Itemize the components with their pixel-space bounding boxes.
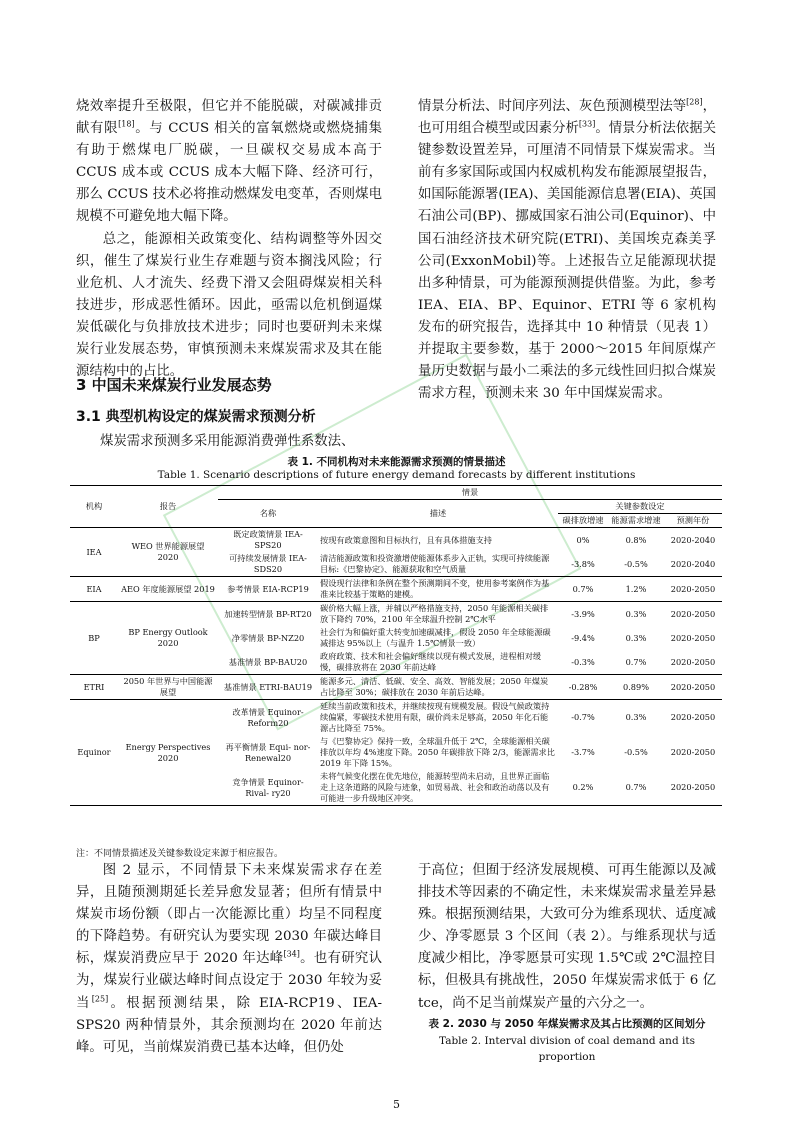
table-row: 基准情景 BP-BAU20 政府政策、技术和社会偏好继续以现有模式发展，进程相对缓慢，碳排放将在 2030 年前达峰 -0.3% 0.7% 2020-2050 [70, 650, 722, 675]
header-desc: 描述 [318, 500, 558, 528]
table-row: Equinor Energy Perspectives 2020 改革情景 Equinor- Reform20 延续当前政策和技术，并继续按现有规模发展。假设气候政策持续偏紧，零碳技术使用有限，碳价尚未足够高，2050 年化石能源占比降至 75%。 -0.7% 0.3% 2020-2050 [70, 700, 722, 736]
paragraph: 总之，能源相关政策变化、结构调整等外因交织，催生了煤炭行业生存难题与资本搁浅风险；行业危机、人才流失、经费下滑又会阻碍煤炭相关科技进步，形成恶性循环。因此，亟需以危机倒逼煤炭低碳化与负排放技术进步；同时也要研判未来煤炭行业发展态势，审慎预测未来煤炭需求及其在能源结构中的占比。 [76, 231, 382, 380]
table-row: EIA AEO 年度能源展望 2019 参考情景 EIA-RCP19 假设现行法律和条例在整个预测期间不变，使用参考案例作为基准来比较基于策略的建模。 0.7% 1.2% 2020-2050 [70, 577, 722, 602]
table2-caption-zh: 表 2. 2030 与 2050 年煤炭需求及其占比预测的区间划分 [428, 1017, 706, 1030]
header-energy: 能源需求增速 [608, 514, 664, 528]
left-column-top: 烧效率提升至极限，但它并不能脱碳，对碳减排贡献有限[18]。与 CCUS 相关的富氧燃烧或燃烧捕集有助于燃煤电厂脱碳，一旦碳权交易成本高于 CCUS 成本或 CCUS 成本大幅下降、经济可行，那么 CCUS 技术必将推动燃煤发电变革，否则煤电规模不可避免地大幅下降。 总之，能源相关政策变化、结构调整等外因交织，催生了煤炭行业生存难题与资本搁浅风险；行业危机、人才流失、经费下滑又会阻碍煤炭相关科技进步，形成恶性循环。因此，亟需以危机倒逼煤炭低碳化与负排放技术进步；同时也要研判未来煤炭行业发展态势，审慎预测未来煤炭需求及其在能源结构中的占比。 [76, 96, 382, 383]
table1-caption-zh: 表 1. 不同机构对未来能源需求预测的情景描述 [287, 456, 506, 468]
table2-caption-en: Table 2. Interval division of coal demand and its proportion [439, 1034, 695, 1063]
table-row: 净零情景 BP-NZ20 社会行为和偏好重大转变加速碳减排，假设 2050 年全球能源碳减排达 95%以上（与温升 1.5℃情景一致） -9.4% 0.3% 2020-2050 [231, 627, 716, 648]
header-report: 报告 [118, 486, 218, 528]
table-row: 可持续发展情景 IEA-SDS20 清洁能源政策和投资激增使能源体系步入正轨，实现可持续能源目标:《巴黎协定》、能源获取和空气质量 -3.8% -0.5% 2020-2040 [70, 552, 722, 577]
header-years: 预测年份 [664, 514, 722, 528]
lead-text: 煤炭需求预测多采用能源消费弹性系数法、 [100, 434, 355, 449]
table-row: BP BP Energy Outlook 2020 加速转型情景 BP-RT20 碳价格大幅上涨，并辅以严格措施支持，2050 年能源相关碳排放下降约 70%，2100 年全球温升控制 2℃水平 -3.9% 0.3% 2020-2050 [70, 602, 722, 627]
right-column-bottom: 于高位；但囿于经济发展规模、可再生能源以及减排技术等因素的不确定性，未来煤炭需求量差异悬殊。根据预测结果，大致可分为维系现状、适度减少、净零愿景 3 个区间（表 2）。与维系现状与适度减少相比，净零愿景可实现 1.5℃或 2℃温控目标，但极具有挑战性，2050 年煤炭需求低于 6 亿 tce，尚不足当前煤炭产量的六分之一。 表 2. 2030 与 2050 年煤炭需求及其占比预测的区间划分 Table 2. Interval division of coal demand and its proportion [418, 863, 716, 1063]
header-scenario: 情景 [218, 486, 722, 500]
section-heading: 3 中国未来煤炭行业发展态势 [76, 376, 272, 394]
header-params: 关键参数设定 [558, 500, 722, 514]
scenario-table [70, 485, 722, 806]
page-number: 5 [393, 1098, 400, 1111]
header-org: 机构 [70, 486, 118, 528]
left-column-bottom: 图 2 显示，不同情景下未来煤炭需求存在差异，且随预测期延长差异愈发显著；但所有情景中煤炭市场份额（即占一次能源比重）均呈不同程度的下降趋势。有研究认为要实现 2030 年碳达峰目标，煤炭消费应早于 2020 年达峰[34]。也有研究认为，煤炭行业碳达峰时间点设定于 2030 年较为妥当[25]。根据预测结果，除 EIA-RCP19、IEA-SPS20 两种情景外，其余预测均在 2020 年前达峰。可见，当前煤炭消费已基本达峰，但仍处 [76, 863, 383, 1055]
table-row: ETRI 2050 年世界与中国能源展望 基准情景 ETRI-BAU19 能源多元、清洁、低碳、安全、高效、智能发展；2050 年煤炭占比降至 30%；碳排放在 2030 年前后达峰。 -0.28% 0.89% 2020-2050 [70, 675, 722, 700]
subsection-heading: 3.1 典型机构设定的煤炭需求预测分析 [76, 409, 316, 425]
table-row: IEA WEO 世界能源展望 2020 既定政策情景 IEA-SPS20 按现有政策意图和目标执行，且有具体措施支持 0% 0.8% 2020-2040 [70, 528, 722, 553]
table-row: 竞争情景 Equinor- Rival- ry20 未将气候变化摆在优先地位，能源转型尚未启动，且世界正面临走上这条道路的风险与迹象，如贸易战、社会和政治动荡以及有可能进一步升级地区冲突。 0.2% 0.7% 2020-2050 [70, 770, 722, 806]
table-row: 再平衡情景 Equi- nor-Renewal20 与《巴黎协定》保持一致，全球温升低于 2℃，全球能源相关碳排放以年均 4%速度下降。2050 年碳排放下降 2/3，能源需求比 2019 年下降 15%。 -3.7% -0.5% 2020-2050 [225, 736, 716, 768]
table-note: 注：不同情景描述及关键参数设定来源于相应报告。 [76, 849, 284, 859]
header-name: 名称 [218, 500, 318, 528]
table1-caption-en: Table 1. Scenario descriptions of future energy demand forecasts by different institutions [157, 469, 636, 481]
header-carbon: 碳排放增速 [558, 514, 608, 528]
right-column-top: 情景分析法、时间序列法、灰色预测模型法等[28]，也可用组合模型或因素分析[33]。情景分析法依据关键参数设置差异，可厘清不同情景下煤炭需求。当前有多家国际或国内权威机构发布能源展望报告，如国际能源署(IEA)、美国能源信息署(EIA)、英国石油公司(BP)、挪威国家石油公司(Equinor)、中国石油经济技术研究院(ETRI)、美国埃克森美孚公司(ExxonMobil)等。上述报告立足能源现状提出多种情景，可为能源预测提供借鉴。为此，参考 IEA、EIA、BP、Equinor、ETRI 等 6 家机构发布的研究报告，选择其中 10 种情景（见表 1）并提取主要参数，基于 2000～2015 年间原煤产量历史数据与最小二乘法的多元线性回归拟合煤炭需求方程，预测未来 30 年中国煤炭需求。 [418, 97, 717, 402]
